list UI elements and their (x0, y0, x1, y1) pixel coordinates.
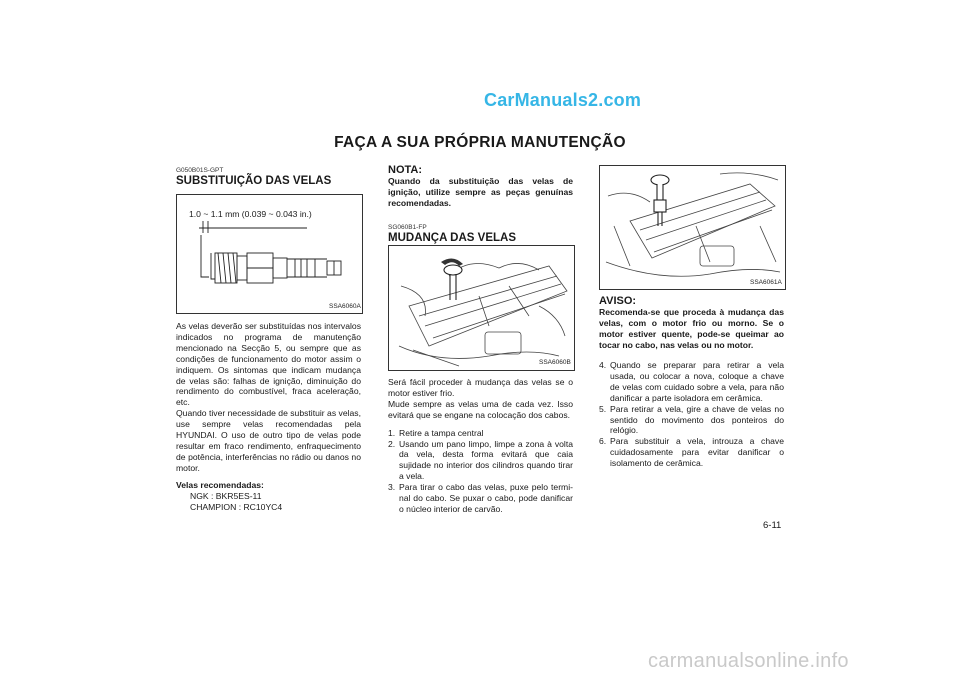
list-item: 2. Usando um pano limpo, limpe a zona à volta da vela, desta forma evitará que caia sujidade no interior dos cilindros quando tirar a vela. (388, 438, 573, 482)
col3-steps-list (599, 360, 784, 469)
engine-figure-socket (599, 165, 786, 290)
figure-caption: SSA6061A (750, 279, 782, 286)
paragraph: Quando tiver necessidade de substituir as velas, use sempre velas recomendadas pela HYUNDAI. O uso de outro tipo de velas pode resultar em fraco rendimento, enfraquecimento de potência, interferências no rádio ou danos no motor. (176, 408, 361, 473)
page-title: FAÇA A SUA PRÓPRIA MANUTENÇÃO (334, 134, 626, 151)
gap-label: 1.0 ~ 1.1 mm (0.039 ~ 0.043 in.) (189, 209, 312, 219)
note-text: Quando da substituição das velas de ignição, utilize sempre as peças genuínas recomendadas. (388, 176, 573, 208)
paragraph: Será fácil proceder à mudança das velas se o motor estiver frio. (388, 377, 573, 398)
warning-title: AVISO: (599, 295, 637, 307)
note-title: NOTA: (388, 164, 423, 176)
list-item: 3. Para tirar o cabo das velas, puxe pelo termi- nal do cabo. Se puxar o cabo, pode danificar o núcleo interior de carvão. (388, 482, 573, 514)
recommended-title: Velas recomendadas: (176, 479, 264, 490)
list-item: 5. Para retirar a vela, gire a chave de velas no sentido do movimento dos ponteiros do relógio. (599, 403, 784, 436)
spark-plug-diagram (177, 195, 362, 313)
recommended-item: NGK : BKR5ES-11 (190, 490, 262, 501)
watermark-carmanuals2: CarManuals2.com (484, 90, 642, 110)
spark-plug-figure (176, 194, 363, 314)
col1-text (176, 321, 361, 512)
steps-list (388, 428, 573, 515)
engine-figure-cable (388, 245, 575, 371)
page-number: 6-11 (763, 520, 782, 531)
warning-text: Recomenda-se que proceda à mudança das velas, com o motor frio ou morno. Se o motor estiver quente, pode-se queimar ao tocar no cabo, nas velas ou no motor. (599, 307, 784, 350)
recommended-item: CHAMPION : RC10YC4 (190, 501, 283, 512)
section-code: G050B01S-GPT (176, 167, 224, 174)
figure-caption: SSA6060A (329, 303, 361, 310)
watermark-carmanualsonline: carmanualsonline.info (648, 650, 849, 672)
engine-diagram (389, 246, 574, 370)
section-heading: SUBSTITUIÇÃO DAS VELAS (176, 175, 332, 187)
paragraph: Mude sempre as velas uma de cada vez. Isso evitará que se engane na colocação dos cabos. (388, 398, 573, 420)
figure-caption: SSA6060B (539, 359, 571, 366)
section-code: SG060B1-FP (388, 224, 427, 231)
col2-text (388, 377, 573, 515)
engine-diagram (600, 166, 785, 289)
list-item: 6. Para substituir a vela, introuza a chave cuidadosamente para evitar danificar o isolamento de cerâmica. (599, 436, 784, 469)
section-heading: MUDANÇA DAS VELAS (388, 232, 516, 244)
list-item: 4. Quando se preparar para retirar a vela usada, ou colocar a nova, coloque a chave de velas com cuidado sobre a vela, para não danificar a parte isoladora em cerâmica. (599, 360, 784, 403)
list-item: 1. Retire a tampa central (388, 427, 484, 438)
paragraph: As velas deverão ser substituídas nos intervalos indicados no programa de manutenção mencionado na Secção 5, ou sempre que as condições de funcionamento do motor assim o indiquem. Os sintomas que indicam mudança de velas são: falhas de ignição, diminuição do rendimento do combustível, fraca aceleração, etc. (176, 321, 361, 408)
